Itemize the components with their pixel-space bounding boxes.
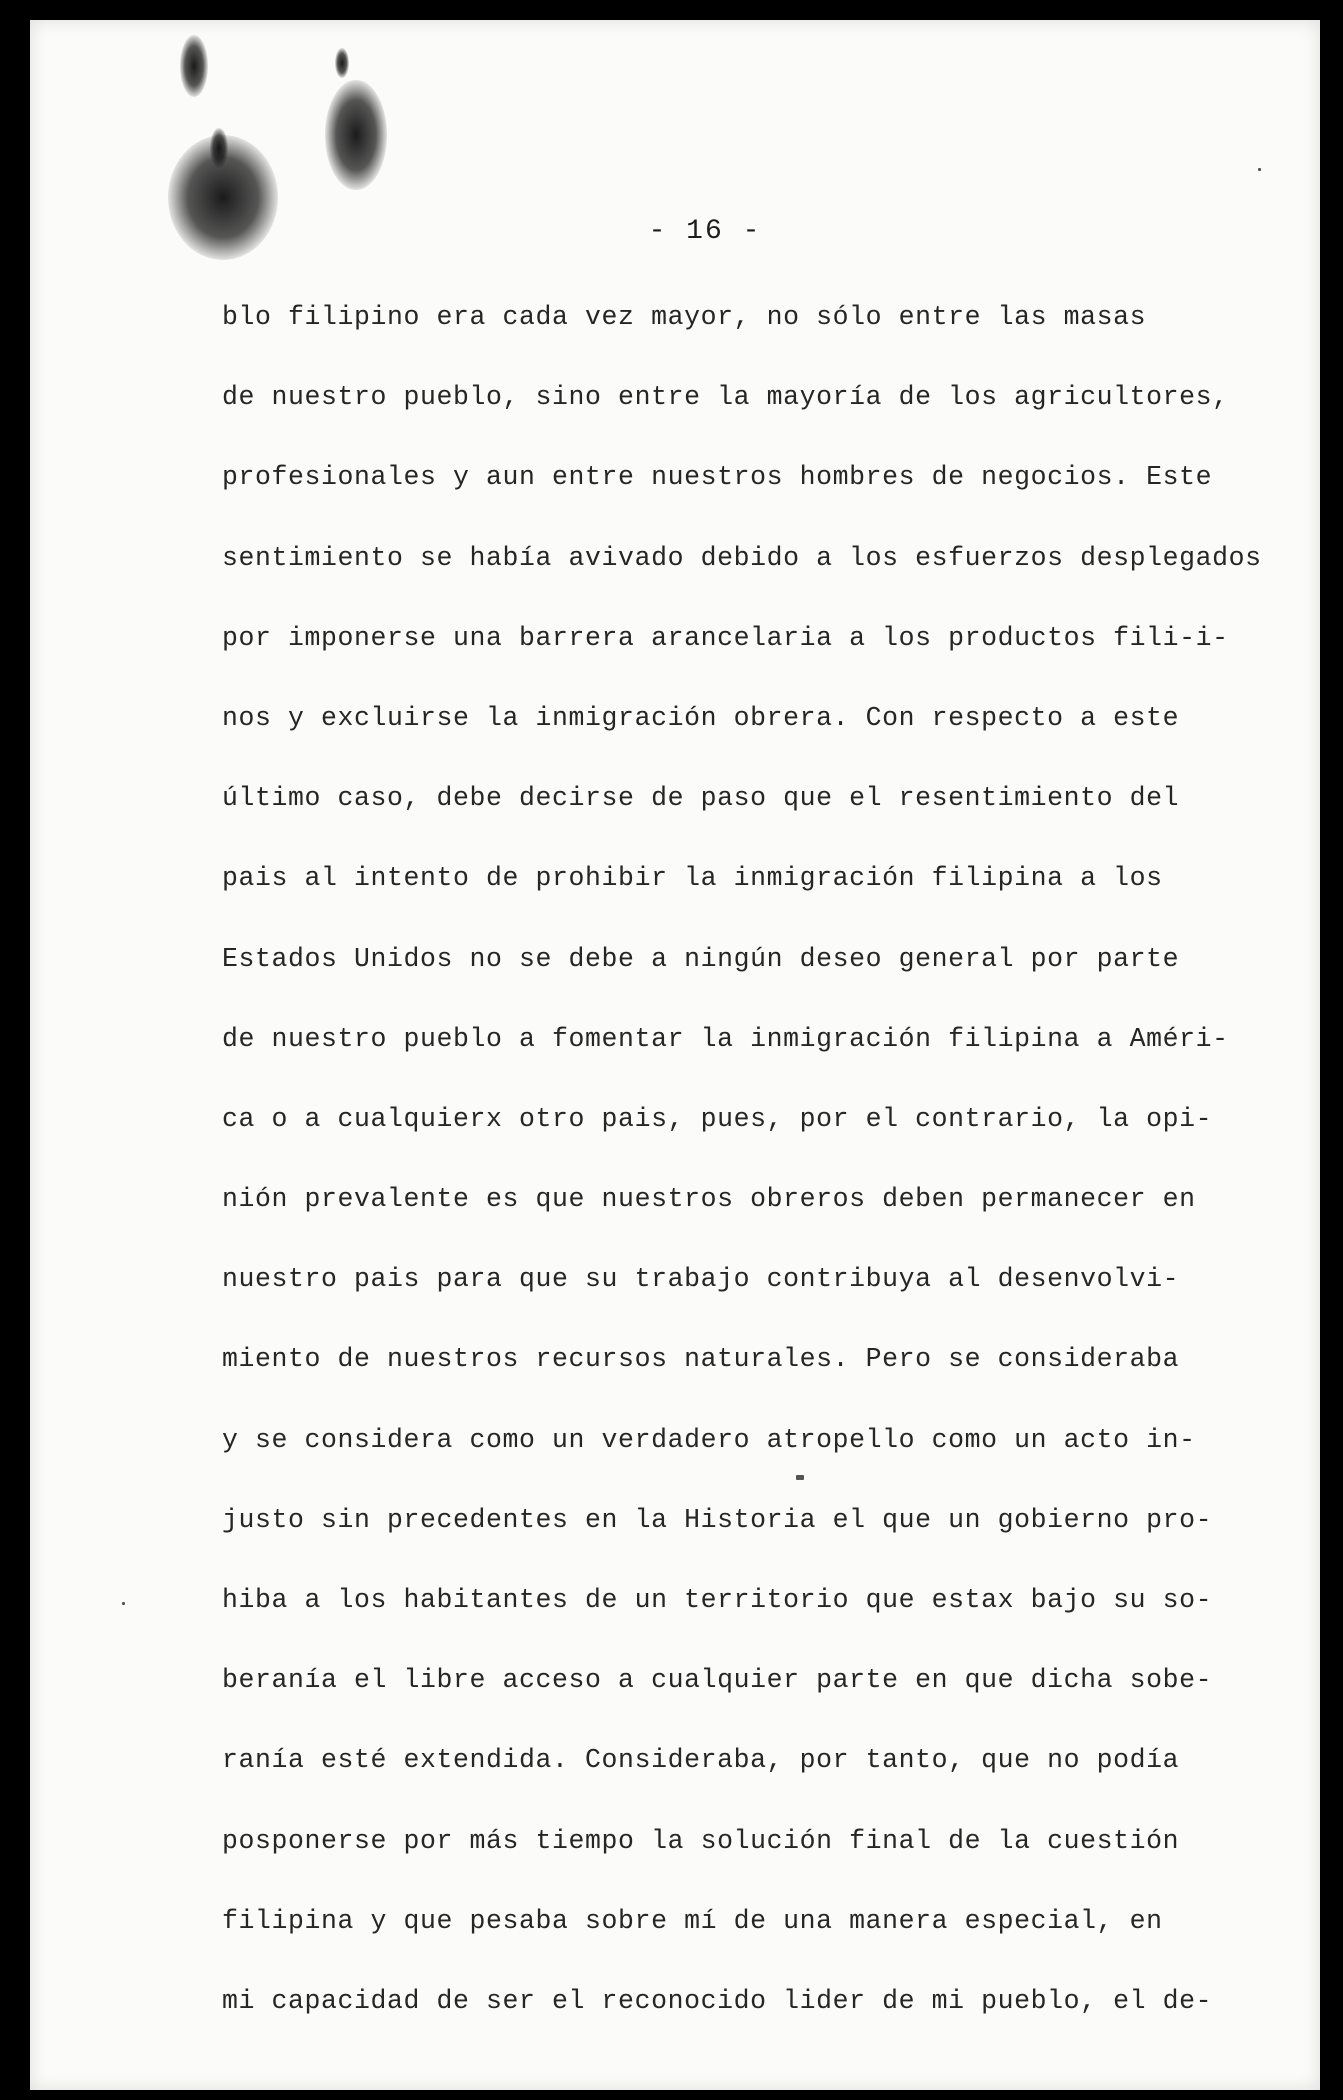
text-line: posponerse por más tiempo la solución final de la cuestión [222,1825,1180,1856]
text-line: y se considera como un verdadero atropello como un acto in- [222,1424,1196,1455]
text-line: nos y excluirse la inmigración obrera. Con respecto a este [222,702,1180,733]
margin-speck [1258,168,1261,171]
text-line: profesionales y aun entre nuestros hombres de negocios. Este [222,462,1213,493]
page-number: - 16 - [648,216,762,247]
text-line: ca o a cualquierx otro pais, pues, por el contrario, la opi- [222,1103,1213,1134]
text-line: ranía esté extendida. Consideraba, por tanto, que no podía [222,1745,1180,1776]
text-line: beranía el libre acceso a cualquier parte en que dicha sobe- [222,1665,1213,1696]
text-line: pais al intento de prohibir la inmigración filipina a los [222,863,1163,894]
ink-stain-5 [210,128,228,168]
text-line: Estados Unidos no se debe a ningún deseo general por parte [222,943,1180,974]
text-line: de nuestro pueblo, sino entre la mayoría de los agricultores, [222,382,1229,413]
text-line: nuestro pais para que su trabajo contribuya al desenvolvi- [222,1264,1180,1295]
ink-stain-2 [325,80,387,190]
ink-stain-1 [180,35,208,97]
margin-speck [122,1602,125,1605]
text-line: filipina y que pesaba sobre mí de una manera especial, en [222,1905,1163,1936]
text-line: justo sin precedentes en la Historia el que un gobierno pro- [222,1504,1213,1535]
text-line: mi capacidad de ser el reconocido lider de mi pueblo, el de- [222,1985,1213,2016]
body-text [222,297,1262,2061]
text-line: blo filipino era cada vez mayor, no sólo entre las masas [222,302,1147,332]
text-line: nión prevalente es que nuestros obreros deben permanecer en [222,1184,1196,1215]
text-line: miento de nuestros recursos naturales. Pero se consideraba [222,1344,1180,1375]
ink-stain-4 [335,48,349,78]
text-line: sentimiento se había avivado debido a los esfuerzos desplegados [222,542,1262,573]
text-line: de nuestro pueblo a fomentar la inmigración filipina a Améri- [222,1023,1229,1054]
text-line: último caso, debe decirse de paso que el resentimiento del [222,783,1180,814]
text-line: por imponerse una barrera arancelaria a los productos fili-i- [222,622,1229,653]
text-line: hiba a los habitantes de un territorio que estax bajo su so- [222,1585,1213,1615]
